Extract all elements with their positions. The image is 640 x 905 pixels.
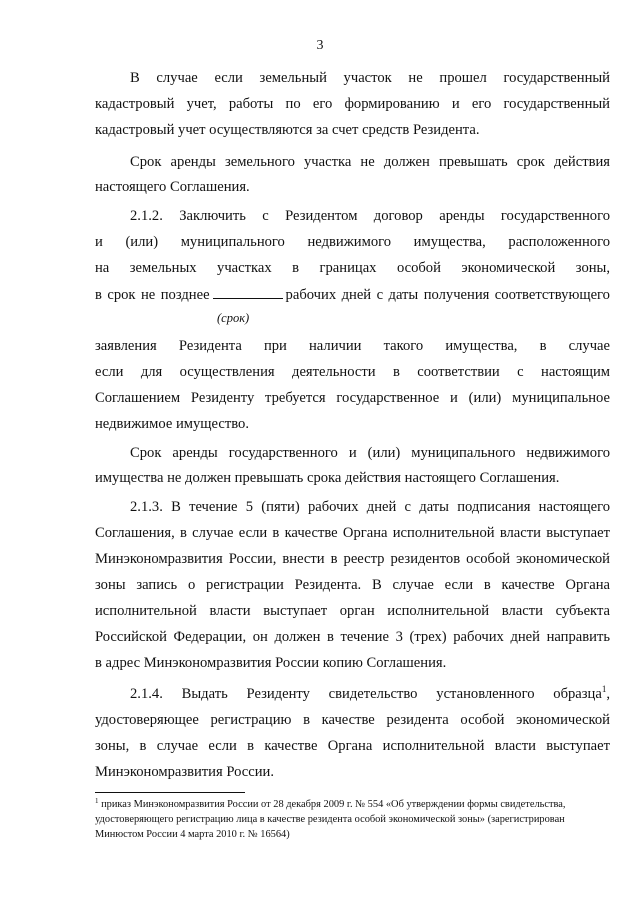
footnote-line: [95, 798, 610, 812]
deadline-text-after: рабочих дней с даты получения соответствующего: [285, 287, 610, 303]
deadline-blank: [213, 284, 283, 299]
footnote-text: приказ Минэкономразвития России от 28 декабря 2009 г. № 554 «Об утверждении формы свидетельства,: [98, 799, 566, 810]
issue-text: 2.1.4. Выдать Резиденту свидетельство установленного образца: [130, 686, 602, 702]
deadline-text-before: в срок не позднее: [95, 287, 210, 303]
body-line: кадастровый учет осуществляются за счет средств Резидента.: [95, 122, 480, 138]
body-line: в адрес Минэкономразвития России копию Соглашения.: [95, 655, 447, 671]
body-line: зоны, в случае если в качестве Органа исполнительной власти выступает: [95, 738, 610, 754]
body-line: на земельных участках в границах особой экономической зоны,: [95, 260, 610, 276]
body-line: недвижимое имущество.: [95, 416, 249, 432]
deadline-line: [95, 284, 610, 305]
body-line: удостоверяющее регистрацию в качестве резидента особой экономической: [95, 712, 610, 728]
footnote-divider: [95, 792, 245, 793]
body-line: Срок аренды государственного и (или) муниципального недвижимого: [130, 445, 610, 461]
footnote-marker: 1: [95, 797, 99, 805]
page-number: 3: [316, 38, 324, 53]
body-line: Соглашением Резиденту требуется государственное и (или) муниципальное: [95, 390, 610, 406]
body-line: Минэкономразвития России.: [95, 764, 274, 780]
footnote-line: Минюстом России 4 марта 2010 г. № 16564): [95, 829, 290, 840]
body-line: настоящего Соглашения.: [95, 179, 250, 195]
body-line: 2.1.3. В течение 5 (пяти) рабочих дней с даты подписания настоящего: [130, 499, 610, 515]
body-line: и (или) муниципального недвижимого имущества, расположенного: [95, 234, 610, 250]
footnote-ref: 1: [601, 684, 607, 694]
footnote-line: удостоверяющего регистрацию лица в качестве резидента особой экономической зоны» (зарегистрирован: [95, 814, 565, 825]
body-line: Минэкономразвития России, внести в реестр резидентов особой экономической: [95, 551, 610, 567]
body-line: если для осуществления деятельности в соответствии с настоящим: [95, 364, 610, 380]
issue-line: [130, 684, 610, 704]
body-line: имущества не должен превышать срока действия настоящего Соглашения.: [95, 470, 560, 486]
body-line: Срок аренды земельного участка не должен превышать срок действия: [130, 154, 610, 170]
body-line: Соглашения, в случае если в качестве Органа исполнительной власти выступает: [95, 525, 610, 541]
issue-tail: ,: [606, 686, 610, 702]
body-line: заявления Резидента при наличии такого имущества, в случае: [95, 338, 610, 354]
body-line: В случае если земельный участок не прошел государственный: [130, 70, 610, 86]
deadline-label: (срок): [217, 311, 250, 325]
body-line: 2.1.2. Заключить с Резидентом договор аренды государственного: [130, 208, 610, 224]
body-line: кадастровый учет, работы по его формированию и его государственный: [95, 96, 610, 112]
body-line: исполнительной власти выступает орган исполнительной власти субъекта: [95, 603, 610, 619]
body-line: зоны запись о регистрации Резидента. В случае если в качестве Органа: [95, 577, 610, 593]
body-line: Российской Федерации, он должен в течение 3 (трех) рабочих дней направить: [95, 629, 610, 645]
